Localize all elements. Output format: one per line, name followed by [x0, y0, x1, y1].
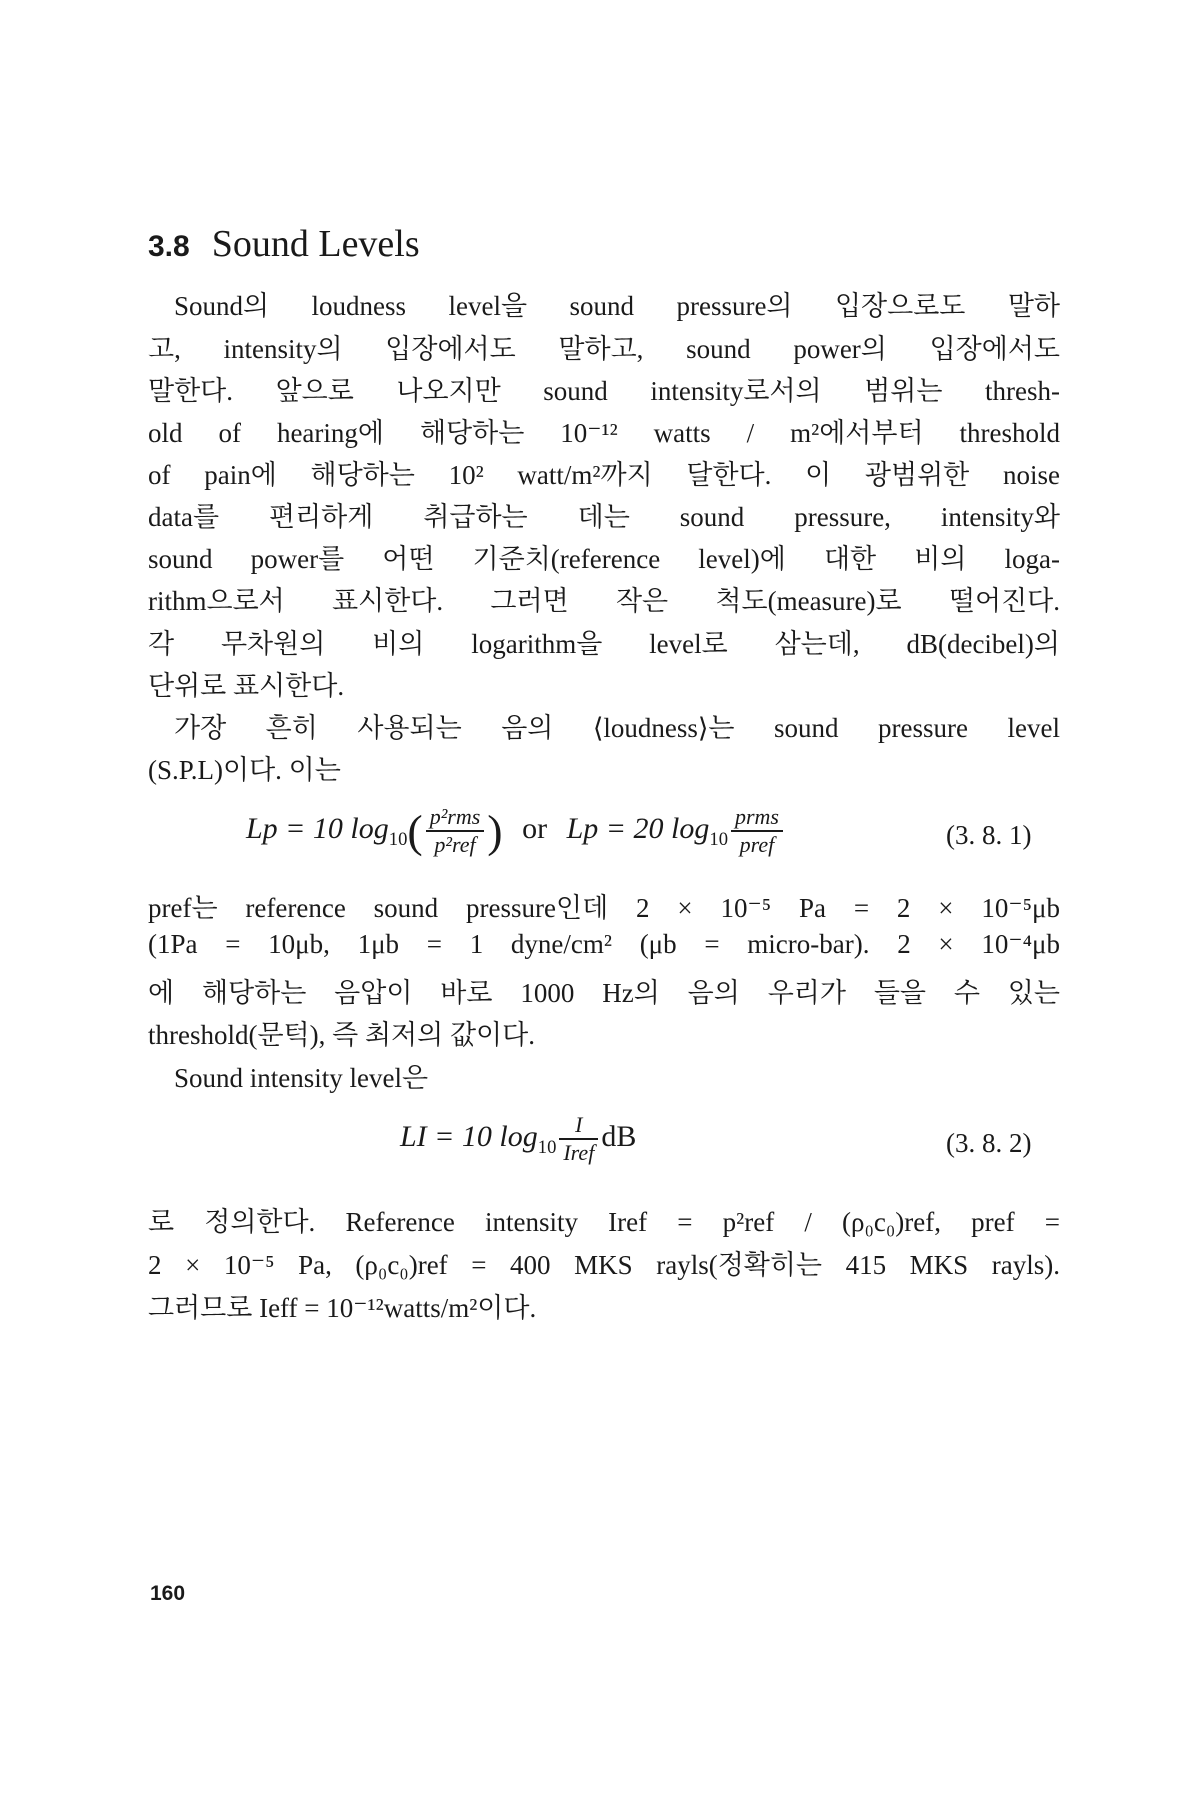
eq2-frac-denominator: Iref [563, 1140, 595, 1165]
text-line: 단위로 표시한다. [148, 671, 345, 701]
eq1-connector: or [522, 811, 548, 845]
text-line: (1Pa = 10μb, 1μb = 1 dyne/cm² (μb = micro-bar). 2 × 10⁻⁴μb [148, 929, 1060, 959]
equation-3-8-2 [400, 1112, 636, 1166]
equation-number: (3. 8. 1) [946, 820, 1032, 850]
text-line: Sound의 loudness level을 sound pressure의 입장으로도 말하 [174, 291, 1060, 321]
text-line: 각 무차원의 비의 logarithm을 level로 삼는데, dB(decibel)의 [148, 629, 1060, 659]
eq1-log-base2: 10 [709, 828, 728, 850]
text-line: Sound intensity level은 [174, 1063, 429, 1093]
text-line: 2 × 10⁻⁵ Pa, (ρ₀c₀)ref = 400 MKS rayls(정확히는 415 MKS rayls). [148, 1250, 1060, 1280]
text-line: of pain에 해당하는 10² watt/m²까지 달한다. 이 광범위한 noise [148, 460, 1060, 490]
text-line: 그러므로 Ieff = 10⁻¹²watts/m²이다. [148, 1293, 537, 1323]
eq1-frac1-denominator: p²ref [434, 832, 476, 857]
text-line: 가장 흔히 사용되는 음의 ⟨loudness⟩는 sound pressure level [174, 713, 1060, 743]
eq2-log-base: 10 [537, 1136, 557, 1158]
eq2-lhs: LI = 10 log [400, 1119, 538, 1153]
text-line: sound power를 어떤 기준치(reference level)에 대한 비의 loga- [148, 544, 1060, 574]
eq2-frac-numerator: I [559, 1112, 598, 1140]
text-line: 로 정의한다. Reference intensity Iref = p²ref / (ρ₀c₀)ref, pref = [148, 1207, 1060, 1237]
text-line: old of hearing에 해당하는 10⁻¹² watts / m²에서부터 threshold [148, 418, 1060, 448]
equation-3-8-1: Lp = 10 $\log_{10}$( $\frac{\text{p²rms}}{\text{p²ref}}$ ) or Lp = 20 $\log_{10}$ $\frac{\text{prms}}{\text{pref}}$ [246, 804, 786, 858]
eq1-lhs2: Lp = 20 log [566, 811, 710, 845]
text-line: rithm으로서 표시한다. 그러면 작은 척도(measure)로 떨어진다. [148, 586, 1060, 616]
text-line: data를 편리하게 취급하는 데는 sound pressure, intensity와 [148, 502, 1060, 532]
page-number: 160 [150, 1582, 186, 1605]
text-line: threshold(문턱), 즉 최저의 값이다. [148, 1020, 535, 1050]
eq1-frac2-denominator: pref [739, 832, 775, 857]
section-heading [148, 222, 420, 266]
eq1-frac1-numerator: p²rms [426, 804, 485, 832]
text-line: (S.P.L)이다. 이는 [148, 755, 341, 785]
equation-number: (3. 8. 2) [946, 1128, 1032, 1158]
text-line: 에 해당하는 음압이 바로 1000 Hz의 음의 우리가 들을 수 있는 [148, 978, 1060, 1008]
text-line: pref는 reference sound pressure인데 2 × 10⁻⁵ Pa = 2 × 10⁻⁵μb [148, 893, 1060, 923]
text-line: 고, intensity의 입장에서도 말하고, sound power의 입장에서도 [148, 334, 1060, 364]
section-number: 3.8 [148, 230, 190, 263]
eq2-unit: dB [601, 1119, 637, 1153]
section-title: Sound Levels [211, 223, 420, 265]
eq1-frac2-numerator: prms [731, 804, 783, 832]
text-line: 말한다. 앞으로 나오지만 sound intensity로서의 범위는 thresh- [148, 376, 1060, 406]
eq1-log-base: 10 [388, 828, 408, 850]
eq1-lhs: Lp = 10 log [246, 811, 389, 845]
